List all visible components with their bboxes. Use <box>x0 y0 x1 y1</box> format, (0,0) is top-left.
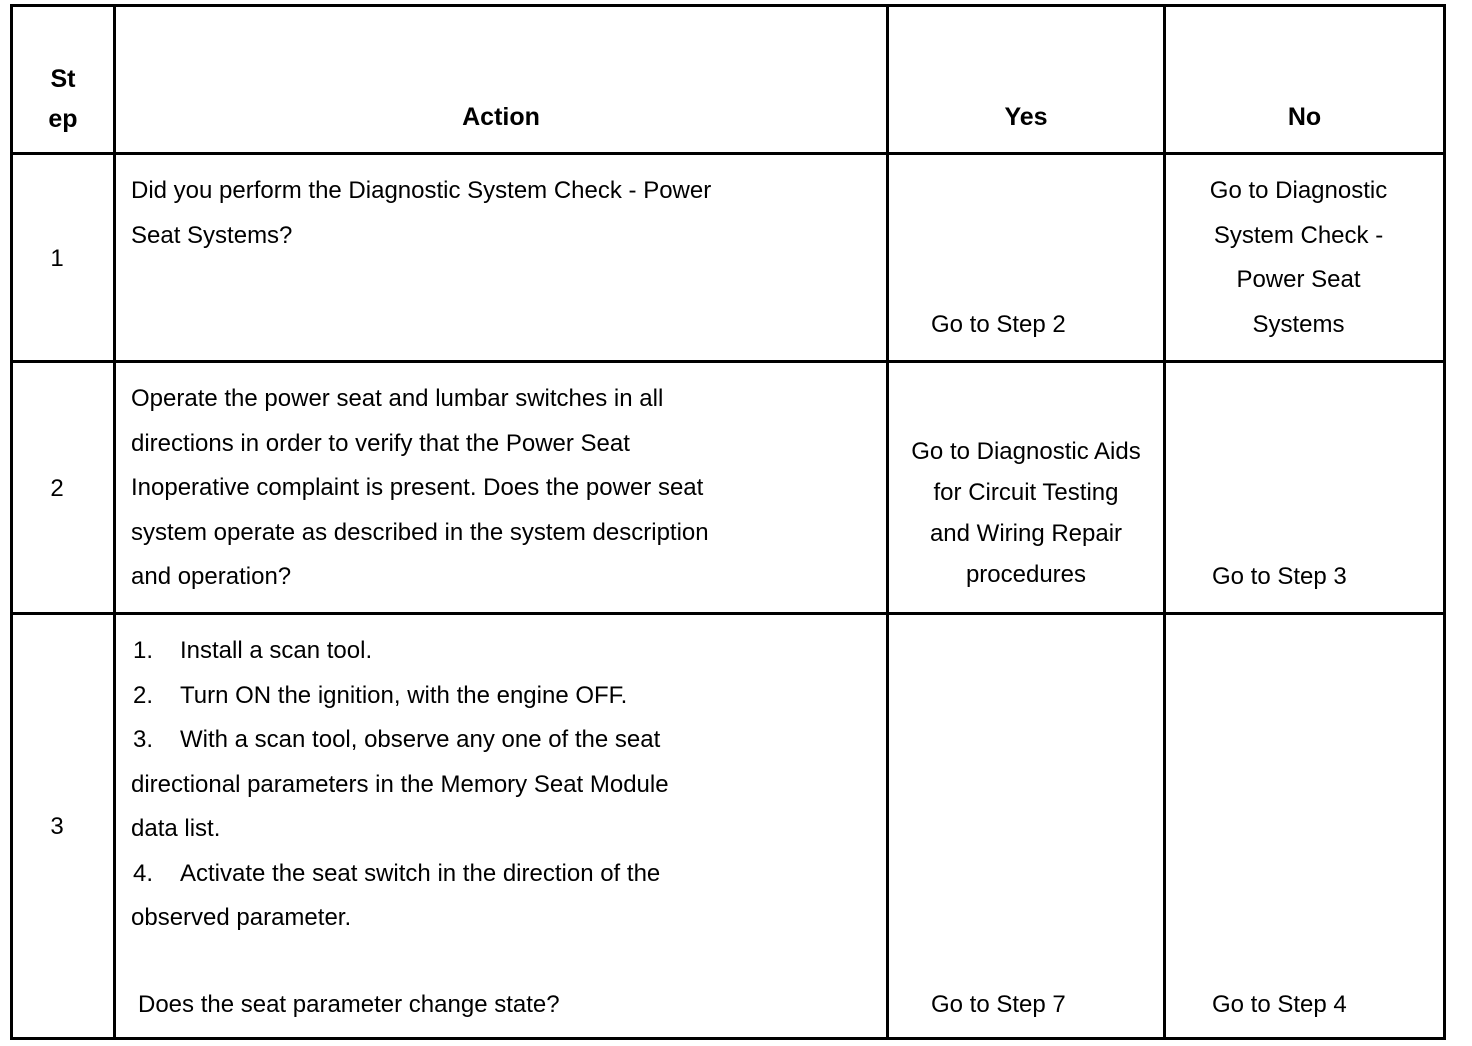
list-text: Activate the seat switch in the direction of the <box>180 859 661 887</box>
action-line: Inoperative complaint is present. Does the power seat <box>131 474 704 501</box>
column-divider <box>1163 7 1166 1037</box>
no-result: Go to Step 3 <box>1212 563 1347 590</box>
header-step-line: St <box>50 65 76 93</box>
action-text <box>131 629 669 941</box>
header-no: No <box>1287 103 1322 131</box>
list-number: 3. <box>133 726 154 753</box>
action-line: Seat Systems? <box>131 221 293 249</box>
column-divider <box>113 7 116 1037</box>
header-yes: Yes <box>1004 103 1048 131</box>
action-line: Did you perform the Diagnostic System Check - Power <box>131 177 712 204</box>
no-line: System Check - <box>1213 221 1384 249</box>
row-divider <box>13 612 1443 615</box>
step-number: 2 <box>50 475 64 502</box>
action-text <box>131 169 711 258</box>
no-line: Power Seat <box>1236 266 1361 293</box>
action-line: system operate as described in the system description <box>131 518 709 546</box>
yes-line: for Circuit Testing <box>933 479 1119 506</box>
yes-result: Go to Step 7 <box>931 991 1066 1018</box>
list-item <box>131 674 669 719</box>
row-divider <box>13 152 1443 155</box>
header-step-line: ep <box>48 105 78 133</box>
no-result: Go to Step 4 <box>1212 991 1347 1018</box>
step-number: 1 <box>50 245 64 272</box>
no-result <box>1166 169 1431 347</box>
yes-result: Go to Step 2 <box>931 311 1066 338</box>
yes-line: Go to Diagnostic Aids <box>911 438 1141 465</box>
list-item <box>131 629 669 674</box>
list-text: Turn ON the ignition, with the engine OFF. <box>180 681 628 709</box>
row-divider <box>13 360 1443 363</box>
action-question: Does the seat parameter change state? <box>138 991 560 1018</box>
list-text: Install a scan tool. <box>180 637 373 664</box>
list-item <box>131 718 669 763</box>
action-line: directional parameters in the Memory Seat Module <box>131 770 669 798</box>
header-action: Action <box>462 103 540 131</box>
list-number: 4. <box>133 859 154 887</box>
yes-line: procedures <box>965 561 1087 588</box>
list-item <box>131 852 669 897</box>
list-number: 2. <box>133 681 154 709</box>
step-number: 3 <box>50 813 64 840</box>
action-line: observed parameter. <box>131 904 352 931</box>
action-line: Operate the power seat and lumbar switches in all <box>131 385 664 412</box>
yes-line: and Wiring Repair <box>929 520 1123 547</box>
header-step <box>13 59 113 139</box>
yes-result <box>889 431 1163 595</box>
list-text: With a scan tool, observe any one of the seat <box>180 726 661 753</box>
action-line: directions in order to verify that the Power Seat <box>131 429 630 457</box>
list-number: 1. <box>133 637 154 664</box>
no-line: Systems <box>1252 310 1345 338</box>
diagnostic-table <box>10 4 1446 1040</box>
action-line: data list. <box>131 815 221 842</box>
action-line: and operation? <box>131 563 292 590</box>
no-line: Go to Diagnostic <box>1209 177 1388 204</box>
action-text <box>131 377 709 600</box>
